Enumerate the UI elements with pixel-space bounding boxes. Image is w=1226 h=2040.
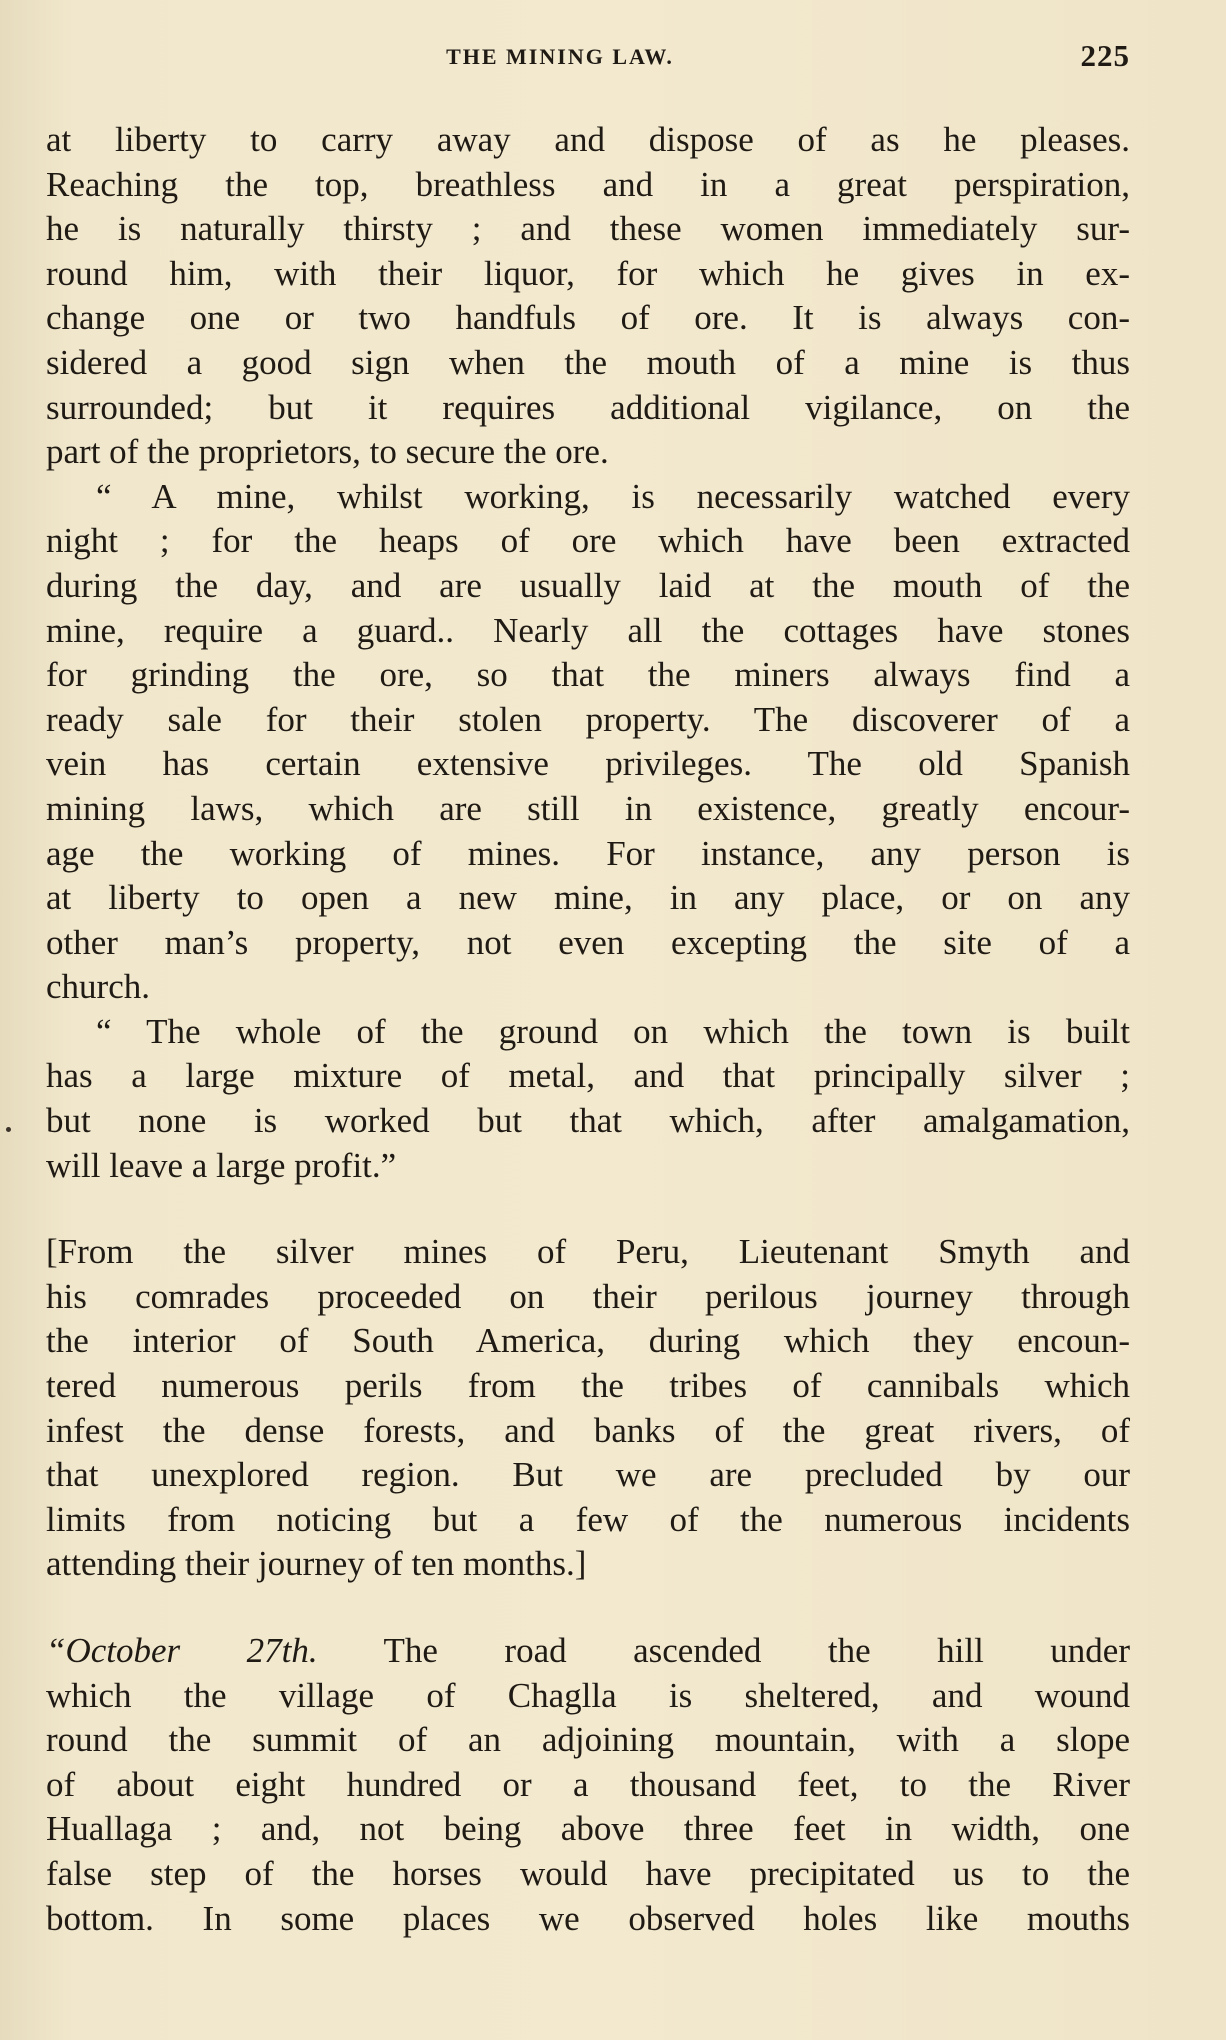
text-line: age the working of mines. For instance, any person is [46, 833, 1130, 873]
text-line: Huallaga ; and, not being above three feet in width, one [46, 1809, 1130, 1849]
text-line: mining laws, which are still in existence, greatly encour- [46, 788, 1130, 828]
text-line: ready sale for their stolen property. The discoverer of a [46, 699, 1130, 739]
text-line: tered numerous perils from the tribes of cannibals which [46, 1366, 1130, 1406]
text-line: “ The whole of the ground on which the town is built [96, 1011, 1130, 1051]
text-line: which the village of Chaglla is sheltered, and wound [46, 1675, 1130, 1715]
text-line: night ; for the heaps of ore which have been extracted [46, 521, 1130, 561]
text-line: at liberty to carry away and dispose of as he pleases. [46, 120, 1130, 159]
text-line: sidered a good sign when the mouth of a mine is thus [46, 342, 1130, 382]
text-line: surrounded; but it requires additional vigilance, on the [46, 387, 1130, 427]
text-line: other man’s property, not even excepting the site of a [46, 922, 1130, 962]
text-line: vein has certain extensive privileges. The old Spanish [46, 744, 1130, 784]
text-line: will leave a large profit.” [46, 1145, 397, 1185]
text-line: false step of the horses would have precipitated us to the [46, 1853, 1130, 1893]
text-line: Reaching the top, breathless and in a great perspiration, [46, 164, 1130, 204]
body-text [46, 118, 1130, 1941]
text-line: change one or two handfuls of ore. It is always con- [46, 298, 1130, 338]
text-line: his comrades proceeded on their perilous journey through [46, 1276, 1130, 1316]
text-line: round the summit of an adjoining mountain, with a slope [46, 1720, 1130, 1760]
text-line: the interior of South America, during which they encoun- [46, 1321, 1130, 1361]
text-line: attending their journey of ten months.] [46, 1544, 587, 1584]
text-line: [From the silver mines of Peru, Lieutenant Smyth and [46, 1232, 1130, 1272]
text-line: bottom. In some places we observed holes like mouths [46, 1898, 1130, 1938]
text-line: but none is worked but that which, after amalgamation, [46, 1101, 1130, 1141]
page-number: 225 [1080, 38, 1130, 73]
text-line: has a large mixture of metal, and that principally silver ; [46, 1056, 1130, 1096]
entry-text: The road ascended the hill under [317, 1631, 1130, 1670]
text-line: part of the proprietors, to secure the ore. [46, 432, 609, 472]
text-line: for grinding the ore, so that the miners always find a [46, 655, 1130, 695]
running-title: THE MINING LAW. [446, 44, 674, 69]
text-line: of about eight hundred or a thousand feet, to the River [46, 1764, 1130, 1804]
text-line: during the day, and are usually laid at the mouth of the [46, 565, 1130, 605]
entry-date: “October 27th. [46, 1631, 318, 1670]
text-line: “ A mine, whilst working, is necessarily watched every [96, 476, 1130, 516]
text-line: limits from noticing but a few of the numerous incidents [46, 1499, 1130, 1539]
text-line: round him, with their liquor, for which he gives in ex- [46, 253, 1130, 293]
paragraph-gap [46, 1188, 1130, 1230]
text-line: church. [46, 967, 150, 1007]
text-line: he is naturally thirsty ; and these women immediately sur- [46, 209, 1130, 249]
text-line: infest the dense forests, and banks of the great rivers, of [46, 1410, 1130, 1450]
paragraph-gap [46, 1587, 1130, 1629]
margin-ink-mark [6, 1127, 11, 1132]
running-head [0, 38, 1226, 78]
text-line: that unexplored region. But we are precluded by our [46, 1455, 1130, 1495]
text-line: at liberty to open a new mine, in any place, or on any [46, 878, 1130, 918]
text-line [46, 1629, 1130, 1674]
text-line: mine, require a guard.. Nearly all the cottages have stones [46, 610, 1130, 650]
